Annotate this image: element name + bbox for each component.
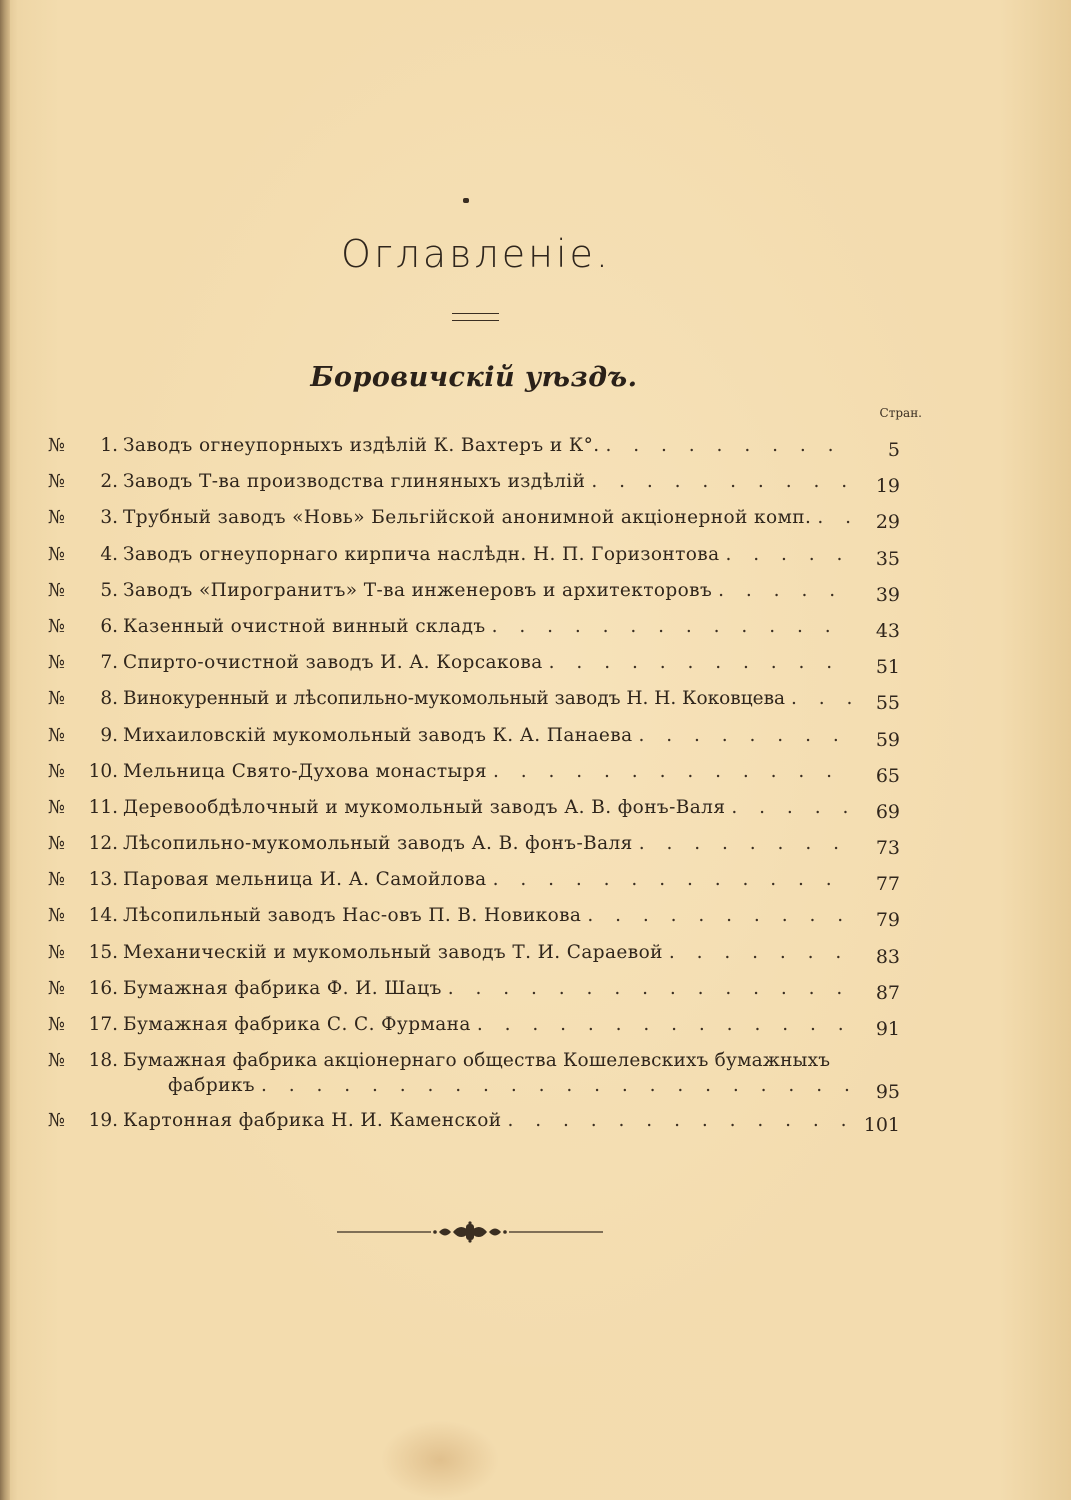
dot-leader	[587, 905, 852, 926]
page-title: Оглавленіе.	[341, 232, 611, 276]
entry-page: 29	[875, 511, 900, 534]
toc-entry-9[interactable]	[48, 721, 900, 757]
entry-page: 55	[875, 692, 900, 715]
number-sign: №	[48, 579, 66, 601]
entry-page: 19	[875, 475, 900, 498]
entry-number: 5.	[100, 579, 118, 601]
entry-page: 35	[875, 547, 900, 570]
toc-entry-8[interactable]	[48, 684, 900, 720]
dot-leader	[726, 544, 853, 565]
section-heading: Боровичскій уѣздъ.	[310, 362, 638, 393]
dot-leader	[448, 978, 852, 999]
entry-title: Заводъ огнеупорныхъ издѣлій К. Вахтеръ и К°.	[123, 435, 600, 456]
binding-edge	[0, 0, 10, 1500]
number-sign: №	[48, 435, 66, 456]
entry-number: 13.	[88, 869, 118, 891]
dot-leader	[817, 507, 852, 528]
dot-leader	[493, 869, 852, 890]
number-sign: №	[48, 724, 66, 746]
number-sign: №	[48, 688, 66, 710]
number-sign: №	[48, 796, 66, 818]
entry-title-continuation: фабрикъ	[168, 1075, 255, 1097]
entry-page: 77	[875, 873, 900, 896]
toc-entry-10[interactable]	[48, 757, 900, 793]
dot-leader	[261, 1075, 852, 1096]
number-sign: №	[48, 1050, 66, 1072]
toc-entry-19[interactable]	[48, 1106, 900, 1142]
number-sign: №	[48, 941, 66, 963]
entry-title: Трубный заводъ «Новь» Бельгійской анонимной акціонерной комп.	[123, 507, 812, 529]
number-sign: №	[48, 760, 66, 782]
entry-number: 6.	[100, 615, 118, 637]
title-double-rule	[452, 313, 499, 321]
toc-entry-13[interactable]	[48, 865, 900, 901]
page-column-header: Стран.	[879, 406, 922, 420]
entry-number: 11.	[88, 796, 118, 818]
entry-page: 95	[875, 1081, 900, 1104]
number-sign: №	[48, 1110, 66, 1132]
top-dot-mark	[463, 198, 469, 203]
entry-number: 14.	[88, 905, 118, 927]
entry-title: Заводъ огнеупорнаго кирпича наслѣдн. Н. П. Горизонтова	[123, 543, 720, 565]
entry-number: 16.	[88, 977, 118, 999]
dot-leader	[508, 1110, 853, 1131]
entry-number: 8.	[100, 688, 118, 710]
number-sign: №	[48, 471, 66, 493]
number-sign: №	[48, 652, 66, 674]
entry-page: 73	[875, 837, 900, 860]
dot-leader	[669, 942, 852, 963]
dot-leader	[606, 435, 852, 456]
toc-entry-1[interactable]	[48, 431, 900, 467]
dot-leader	[639, 725, 853, 746]
dot-leader	[731, 797, 852, 818]
toc-entry-3[interactable]	[48, 503, 900, 539]
dot-leader	[549, 652, 852, 673]
dot-leader	[493, 761, 852, 782]
entry-page: 39	[875, 583, 900, 606]
toc-entry-4[interactable]	[48, 540, 900, 576]
entry-page: 91	[875, 1018, 900, 1040]
number-sign: №	[48, 833, 66, 855]
entry-page: 5	[887, 439, 900, 461]
entry-title: Заводъ «Пирогранитъ» Т-ва инженеровъ и архитекторовъ	[123, 579, 713, 601]
dot-leader	[791, 688, 852, 709]
entry-title: Винокуренный и лѣсопильно-мукомольный заводъ Н. Н. Коковцева	[123, 688, 786, 710]
entry-title: Паровая мельница И. А. Самойлова	[123, 869, 487, 891]
entry-page: 43	[875, 619, 900, 642]
toc-entry-7[interactable]	[48, 648, 900, 684]
table-of-contents	[48, 431, 900, 1142]
toc-entry-18[interactable]	[48, 1046, 900, 1106]
entry-title: Лѣсопильный заводъ Нас-овъ П. В. Новикова	[123, 905, 582, 927]
entry-number: 4.	[100, 543, 118, 565]
toc-entry-11[interactable]	[48, 793, 900, 829]
number-sign: №	[48, 905, 66, 927]
entry-number: 1.	[100, 435, 118, 456]
entry-title: Механическій и мукомольный заводъ Т. И. Сараевой	[123, 941, 663, 963]
entry-page: 87	[875, 981, 900, 1004]
entry-title: Картонная фабрика Н. И. Каменской	[123, 1110, 502, 1132]
entry-page: 51	[875, 656, 900, 679]
entry-page: 101	[863, 1114, 900, 1137]
entry-number: 9.	[100, 724, 118, 746]
entry-number: 18.	[88, 1050, 118, 1072]
number-sign: №	[48, 977, 66, 999]
fleuron-divider-icon	[335, 1220, 605, 1244]
entry-number: 3.	[100, 507, 118, 529]
toc-entry-12[interactable]	[48, 829, 900, 865]
entry-page: 65	[875, 764, 900, 787]
toc-entry-15[interactable]	[48, 938, 900, 974]
entry-title: Деревообдѣлочный и мукомольный заводъ А. В. фонъ-Валя	[123, 796, 726, 818]
entry-title: Бумажная фабрика акціонернаго общества Кошелевскихъ бумажныхъ	[123, 1050, 831, 1072]
entry-page: 69	[875, 800, 900, 823]
number-sign: №	[48, 543, 66, 565]
dot-leader	[591, 471, 852, 492]
toc-entry-17[interactable]	[48, 1010, 900, 1046]
entry-title: Бумажная фабрика С. С. Фурмана	[123, 1014, 471, 1035]
entry-number: 2.	[100, 471, 118, 493]
entry-title: Лѣсопильно-мукомольный заводъ А. В. фонъ-Валя	[123, 833, 633, 855]
toc-entry-14[interactable]	[48, 901, 900, 937]
entry-title: Бумажная фабрика Ф. И. Шацъ	[123, 977, 442, 999]
entry-title: Казенный очистной винный складъ	[123, 615, 486, 637]
entry-page: 79	[875, 909, 900, 932]
entry-number: 15.	[88, 941, 118, 963]
number-sign: №	[48, 507, 66, 529]
entry-number: 10.	[88, 760, 118, 782]
number-sign: №	[48, 615, 66, 637]
entry-title: Спирто-очистной заводъ И. А. Корсакова	[123, 652, 543, 674]
entry-number: 17.	[88, 1014, 118, 1035]
entry-number: 19.	[88, 1110, 118, 1132]
number-sign: №	[48, 869, 66, 891]
entry-number: 12.	[88, 833, 118, 855]
entry-title: Заводъ Т-ва производства глиняныхъ издѣлій	[123, 471, 586, 493]
toc-entry-6[interactable]	[48, 612, 900, 648]
dot-leader	[492, 616, 852, 637]
toc-entry-16[interactable]	[48, 974, 900, 1010]
toc-entry-2[interactable]	[48, 467, 900, 503]
entry-title: Мельница Свято-Духова монастыря	[123, 760, 487, 782]
entry-page: 83	[875, 945, 900, 968]
entry-page: 59	[875, 728, 900, 751]
paper-stain	[380, 1420, 500, 1500]
dot-leader	[477, 1014, 852, 1035]
entry-title: Михаиловскій мукомольный заводъ К. А. Панаева	[123, 724, 633, 746]
dot-leader	[639, 833, 852, 854]
toc-entry-5[interactable]	[48, 576, 900, 612]
dot-leader	[718, 580, 852, 601]
entry-number: 7.	[100, 652, 118, 674]
number-sign: №	[48, 1014, 66, 1035]
